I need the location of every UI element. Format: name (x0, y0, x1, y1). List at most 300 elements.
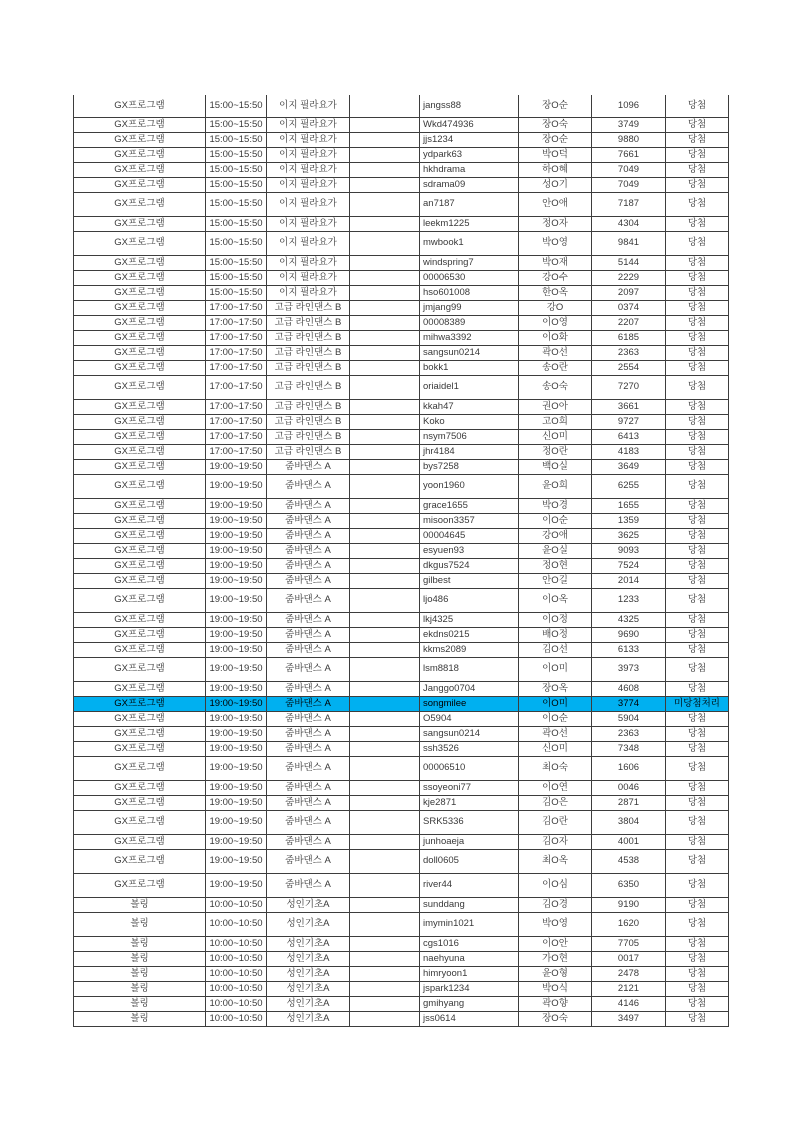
cell-class[interactable]: 줌바댄스 A (267, 873, 350, 897)
cell-class[interactable]: 줌바댄스 A (267, 834, 350, 849)
cell-time[interactable]: 19:00~19:50 (206, 474, 267, 498)
cell-number[interactable]: 6413 (592, 429, 666, 444)
cell-user-id[interactable]: jhr4184 (420, 444, 519, 459)
cell-program[interactable]: GX프로그램 (74, 95, 206, 117)
cell-name[interactable]: 김O경 (519, 897, 592, 912)
cell-class[interactable]: 이지 필라요가 (267, 147, 350, 162)
cell-number[interactable]: 0046 (592, 780, 666, 795)
cell-number[interactable]: 0017 (592, 951, 666, 966)
cell-name[interactable]: 성O기 (519, 177, 592, 192)
cell-program[interactable]: GX프로그램 (74, 558, 206, 573)
cell-number[interactable]: 1655 (592, 498, 666, 513)
cell-name[interactable]: 장O숙 (519, 1011, 592, 1026)
cell-blank[interactable] (350, 498, 420, 513)
cell-number[interactable]: 1359 (592, 513, 666, 528)
cell-number[interactable]: 7705 (592, 936, 666, 951)
cell-number[interactable]: 4538 (592, 849, 666, 873)
cell-time[interactable]: 10:00~10:50 (206, 897, 267, 912)
cell-class[interactable]: 이지 필라요가 (267, 216, 350, 231)
cell-time[interactable]: 19:00~19:50 (206, 543, 267, 558)
cell-user-id[interactable]: 00006530 (420, 270, 519, 285)
cell-blank[interactable] (350, 177, 420, 192)
cell-number[interactable]: 3774 (592, 696, 666, 711)
cell-time[interactable]: 15:00~15:50 (206, 255, 267, 270)
cell-name[interactable]: 정O란 (519, 444, 592, 459)
cell-name[interactable]: 이O안 (519, 936, 592, 951)
cell-status[interactable]: 당첨 (666, 177, 729, 192)
cell-number[interactable]: 3749 (592, 117, 666, 132)
cell-time[interactable]: 17:00~17:50 (206, 315, 267, 330)
cell-program[interactable]: GX프로그램 (74, 756, 206, 780)
cell-name[interactable]: 김O자 (519, 834, 592, 849)
cell-program[interactable]: GX프로그램 (74, 429, 206, 444)
cell-class[interactable]: 이지 필라요가 (267, 270, 350, 285)
cell-blank[interactable] (350, 612, 420, 627)
cell-time[interactable]: 19:00~19:50 (206, 810, 267, 834)
cell-program[interactable]: 볼링 (74, 936, 206, 951)
cell-program[interactable]: GX프로그램 (74, 810, 206, 834)
cell-program[interactable]: GX프로그램 (74, 834, 206, 849)
cell-class[interactable]: 성인기초A (267, 996, 350, 1011)
cell-status[interactable]: 미당첨처리 (666, 696, 729, 711)
cell-program[interactable]: 볼링 (74, 981, 206, 996)
cell-status[interactable]: 당첨 (666, 498, 729, 513)
cell-name[interactable]: 곽O향 (519, 996, 592, 1011)
cell-user-id[interactable]: junhoaeja (420, 834, 519, 849)
cell-name[interactable]: 곽O선 (519, 345, 592, 360)
cell-name[interactable]: 김O란 (519, 810, 592, 834)
cell-program[interactable]: GX프로그램 (74, 513, 206, 528)
cell-status[interactable]: 당첨 (666, 147, 729, 162)
cell-program[interactable]: GX프로그램 (74, 588, 206, 612)
cell-time[interactable]: 19:00~19:50 (206, 612, 267, 627)
cell-status[interactable]: 당첨 (666, 681, 729, 696)
cell-user-id[interactable]: hkhdrama (420, 162, 519, 177)
cell-user-id[interactable]: gmihyang (420, 996, 519, 1011)
cell-blank[interactable] (350, 216, 420, 231)
cell-program[interactable]: GX프로그램 (74, 255, 206, 270)
cell-blank[interactable] (350, 162, 420, 177)
cell-time[interactable]: 19:00~19:50 (206, 849, 267, 873)
cell-status[interactable]: 당첨 (666, 513, 729, 528)
cell-name[interactable]: 정O현 (519, 558, 592, 573)
cell-blank[interactable] (350, 270, 420, 285)
cell-time[interactable]: 19:00~19:50 (206, 558, 267, 573)
cell-status[interactable]: 당첨 (666, 231, 729, 255)
cell-blank[interactable] (350, 528, 420, 543)
cell-number[interactable]: 2363 (592, 726, 666, 741)
cell-class[interactable]: 고급 라인댄스 B (267, 360, 350, 375)
cell-number[interactable]: 7270 (592, 375, 666, 399)
cell-name[interactable]: 이O순 (519, 513, 592, 528)
cell-class[interactable]: 줌바댄스 A (267, 756, 350, 780)
cell-time[interactable]: 19:00~19:50 (206, 834, 267, 849)
cell-user-id[interactable]: bys7258 (420, 459, 519, 474)
cell-user-id[interactable]: himryoon1 (420, 966, 519, 981)
cell-number[interactable]: 1620 (592, 912, 666, 936)
cell-status[interactable]: 당첨 (666, 912, 729, 936)
cell-time[interactable]: 17:00~17:50 (206, 399, 267, 414)
cell-blank[interactable] (350, 95, 420, 117)
cell-time[interactable]: 19:00~19:50 (206, 741, 267, 756)
cell-number[interactable]: 4608 (592, 681, 666, 696)
cell-blank[interactable] (350, 966, 420, 981)
cell-user-id[interactable]: ekdns0215 (420, 627, 519, 642)
cell-status[interactable]: 당첨 (666, 330, 729, 345)
cell-status[interactable]: 당첨 (666, 162, 729, 177)
cell-name[interactable]: 이O미 (519, 696, 592, 711)
cell-time[interactable]: 17:00~17:50 (206, 330, 267, 345)
cell-status[interactable]: 당첨 (666, 849, 729, 873)
cell-status[interactable]: 당첨 (666, 936, 729, 951)
cell-number[interactable]: 6185 (592, 330, 666, 345)
cell-number[interactable]: 9727 (592, 414, 666, 429)
cell-time[interactable]: 19:00~19:50 (206, 657, 267, 681)
cell-blank[interactable] (350, 300, 420, 315)
cell-class[interactable]: 고급 라인댄스 B (267, 315, 350, 330)
cell-number[interactable]: 0374 (592, 300, 666, 315)
cell-time[interactable]: 19:00~19:50 (206, 498, 267, 513)
cell-name[interactable]: 김O선 (519, 642, 592, 657)
cell-status[interactable]: 당첨 (666, 216, 729, 231)
cell-program[interactable]: GX프로그램 (74, 528, 206, 543)
cell-number[interactable]: 3804 (592, 810, 666, 834)
cell-user-id[interactable]: lsm8818 (420, 657, 519, 681)
cell-class[interactable]: 줌바댄스 A (267, 573, 350, 588)
cell-user-id[interactable]: jss0614 (420, 1011, 519, 1026)
cell-blank[interactable] (350, 834, 420, 849)
cell-user-id[interactable]: songmilee (420, 696, 519, 711)
cell-number[interactable]: 3973 (592, 657, 666, 681)
cell-program[interactable]: GX프로그램 (74, 300, 206, 315)
cell-program[interactable]: GX프로그램 (74, 741, 206, 756)
cell-blank[interactable] (350, 726, 420, 741)
cell-class[interactable]: 고급 라인댄스 B (267, 444, 350, 459)
cell-user-id[interactable]: nsym7506 (420, 429, 519, 444)
cell-blank[interactable] (350, 657, 420, 681)
cell-number[interactable]: 4304 (592, 216, 666, 231)
cell-number[interactable]: 5144 (592, 255, 666, 270)
cell-user-id[interactable]: mwbook1 (420, 231, 519, 255)
cell-blank[interactable] (350, 696, 420, 711)
cell-program[interactable]: GX프로그램 (74, 657, 206, 681)
cell-class[interactable]: 줌바댄스 A (267, 657, 350, 681)
cell-user-id[interactable]: windspring7 (420, 255, 519, 270)
cell-user-id[interactable]: jangss88 (420, 95, 519, 117)
cell-name[interactable]: 이O영 (519, 315, 592, 330)
cell-name[interactable]: 윤O형 (519, 966, 592, 981)
cell-program[interactable]: GX프로그램 (74, 543, 206, 558)
cell-program[interactable]: GX프로그램 (74, 711, 206, 726)
cell-blank[interactable] (350, 681, 420, 696)
cell-number[interactable]: 3661 (592, 399, 666, 414)
cell-class[interactable]: 줌바댄스 A (267, 558, 350, 573)
cell-time[interactable]: 10:00~10:50 (206, 981, 267, 996)
cell-number[interactable]: 1606 (592, 756, 666, 780)
cell-class[interactable]: 줌바댄스 A (267, 528, 350, 543)
cell-blank[interactable] (350, 285, 420, 300)
cell-time[interactable]: 15:00~15:50 (206, 95, 267, 117)
cell-name[interactable]: 곽O선 (519, 726, 592, 741)
cell-name[interactable]: 고O희 (519, 414, 592, 429)
cell-blank[interactable] (350, 132, 420, 147)
cell-user-id[interactable]: imymin1021 (420, 912, 519, 936)
cell-user-id[interactable]: an7187 (420, 192, 519, 216)
cell-name[interactable]: 한O옥 (519, 285, 592, 300)
cell-name[interactable]: 장O숙 (519, 117, 592, 132)
cell-name[interactable]: 송O란 (519, 360, 592, 375)
cell-time[interactable]: 15:00~15:50 (206, 162, 267, 177)
cell-user-id[interactable]: jjs1234 (420, 132, 519, 147)
cell-blank[interactable] (350, 399, 420, 414)
cell-user-id[interactable]: kkms2089 (420, 642, 519, 657)
cell-blank[interactable] (350, 756, 420, 780)
cell-time[interactable]: 17:00~17:50 (206, 300, 267, 315)
cell-number[interactable]: 2478 (592, 966, 666, 981)
cell-number[interactable]: 9880 (592, 132, 666, 147)
cell-class[interactable]: 성인기초A (267, 981, 350, 996)
cell-status[interactable]: 당첨 (666, 834, 729, 849)
cell-blank[interactable] (350, 444, 420, 459)
cell-program[interactable]: GX프로그램 (74, 795, 206, 810)
cell-program[interactable]: GX프로그램 (74, 498, 206, 513)
cell-class[interactable]: 줌바댄스 A (267, 726, 350, 741)
cell-number[interactable]: 1233 (592, 588, 666, 612)
cell-name[interactable]: 박O경 (519, 498, 592, 513)
cell-class[interactable]: 줌바댄스 A (267, 681, 350, 696)
cell-number[interactable]: 9190 (592, 897, 666, 912)
cell-program[interactable]: GX프로그램 (74, 330, 206, 345)
cell-time[interactable]: 10:00~10:50 (206, 1011, 267, 1026)
cell-status[interactable]: 당첨 (666, 360, 729, 375)
cell-blank[interactable] (350, 474, 420, 498)
cell-number[interactable]: 9690 (592, 627, 666, 642)
cell-time[interactable]: 10:00~10:50 (206, 936, 267, 951)
cell-status[interactable]: 당첨 (666, 117, 729, 132)
cell-blank[interactable] (350, 459, 420, 474)
cell-number[interactable]: 2097 (592, 285, 666, 300)
cell-number[interactable]: 4001 (592, 834, 666, 849)
cell-program[interactable]: GX프로그램 (74, 270, 206, 285)
cell-class[interactable]: 성인기초A (267, 1011, 350, 1026)
cell-blank[interactable] (350, 558, 420, 573)
cell-number[interactable]: 7049 (592, 177, 666, 192)
cell-class[interactable]: 성인기초A (267, 912, 350, 936)
cell-blank[interactable] (350, 231, 420, 255)
cell-class[interactable]: 이지 필라요가 (267, 117, 350, 132)
cell-program[interactable]: GX프로그램 (74, 849, 206, 873)
cell-blank[interactable] (350, 627, 420, 642)
cell-user-id[interactable]: 00004645 (420, 528, 519, 543)
cell-program[interactable]: GX프로그램 (74, 162, 206, 177)
cell-user-id[interactable]: naehyuna (420, 951, 519, 966)
cell-time[interactable]: 19:00~19:50 (206, 711, 267, 726)
cell-program[interactable]: GX프로그램 (74, 681, 206, 696)
cell-time[interactable]: 17:00~17:50 (206, 375, 267, 399)
cell-number[interactable]: 2229 (592, 270, 666, 285)
cell-time[interactable]: 15:00~15:50 (206, 177, 267, 192)
cell-number[interactable]: 4325 (592, 612, 666, 627)
cell-number[interactable]: 2014 (592, 573, 666, 588)
cell-status[interactable]: 당첨 (666, 474, 729, 498)
cell-program[interactable]: GX프로그램 (74, 726, 206, 741)
cell-number[interactable]: 7049 (592, 162, 666, 177)
cell-user-id[interactable]: kkah47 (420, 399, 519, 414)
cell-class[interactable]: 이지 필라요가 (267, 255, 350, 270)
cell-user-id[interactable]: kje2871 (420, 795, 519, 810)
cell-program[interactable]: GX프로그램 (74, 147, 206, 162)
cell-status[interactable]: 당첨 (666, 192, 729, 216)
cell-program[interactable]: GX프로그램 (74, 345, 206, 360)
cell-name[interactable]: 이O화 (519, 330, 592, 345)
cell-number[interactable]: 4146 (592, 996, 666, 1011)
cell-class[interactable]: 성인기초A (267, 951, 350, 966)
cell-name[interactable]: 박O재 (519, 255, 592, 270)
cell-number[interactable]: 3497 (592, 1011, 666, 1026)
cell-program[interactable]: 볼링 (74, 966, 206, 981)
cell-program[interactable]: GX프로그램 (74, 474, 206, 498)
cell-status[interactable]: 당첨 (666, 657, 729, 681)
cell-name[interactable]: 신O미 (519, 429, 592, 444)
cell-name[interactable]: 최O숙 (519, 756, 592, 780)
cell-user-id[interactable]: 00006510 (420, 756, 519, 780)
cell-status[interactable]: 당첨 (666, 627, 729, 642)
cell-number[interactable]: 6255 (592, 474, 666, 498)
cell-blank[interactable] (350, 1011, 420, 1026)
cell-blank[interactable] (350, 642, 420, 657)
cell-status[interactable]: 당첨 (666, 399, 729, 414)
cell-user-id[interactable]: dkgus7524 (420, 558, 519, 573)
cell-number[interactable]: 9841 (592, 231, 666, 255)
cell-number[interactable]: 1096 (592, 95, 666, 117)
cell-user-id[interactable]: sdrama09 (420, 177, 519, 192)
cell-program[interactable]: GX프로그램 (74, 315, 206, 330)
cell-class[interactable]: 고급 라인댄스 B (267, 414, 350, 429)
cell-blank[interactable] (350, 192, 420, 216)
cell-class[interactable]: 줌바댄스 A (267, 810, 350, 834)
cell-number[interactable]: 4183 (592, 444, 666, 459)
cell-class[interactable]: 이지 필라요가 (267, 95, 350, 117)
cell-program[interactable]: GX프로그램 (74, 177, 206, 192)
cell-name[interactable]: 장O순 (519, 132, 592, 147)
cell-status[interactable]: 당첨 (666, 966, 729, 981)
cell-status[interactable]: 당첨 (666, 588, 729, 612)
cell-name[interactable]: 박O영 (519, 231, 592, 255)
cell-program[interactable]: GX프로그램 (74, 414, 206, 429)
cell-status[interactable]: 당첨 (666, 558, 729, 573)
cell-blank[interactable] (350, 330, 420, 345)
cell-user-id[interactable]: ssh3526 (420, 741, 519, 756)
cell-blank[interactable] (350, 711, 420, 726)
cell-user-id[interactable]: sangsun0214 (420, 726, 519, 741)
cell-user-id[interactable]: jmjang99 (420, 300, 519, 315)
cell-status[interactable]: 당첨 (666, 756, 729, 780)
cell-class[interactable]: 이지 필라요가 (267, 132, 350, 147)
cell-user-id[interactable]: SRK5336 (420, 810, 519, 834)
cell-number[interactable]: 6133 (592, 642, 666, 657)
cell-user-id[interactable]: ssoyeoni77 (420, 780, 519, 795)
cell-time[interactable]: 19:00~19:50 (206, 573, 267, 588)
cell-time[interactable]: 17:00~17:50 (206, 444, 267, 459)
cell-program[interactable]: 볼링 (74, 912, 206, 936)
cell-program[interactable]: GX프로그램 (74, 627, 206, 642)
cell-name[interactable]: 박O식 (519, 981, 592, 996)
cell-name[interactable]: 이O미 (519, 657, 592, 681)
cell-user-id[interactable]: ydpark63 (420, 147, 519, 162)
cell-name[interactable]: 이O연 (519, 780, 592, 795)
cell-class[interactable]: 줌바댄스 A (267, 612, 350, 627)
cell-program[interactable]: GX프로그램 (74, 444, 206, 459)
cell-name[interactable]: 안O길 (519, 573, 592, 588)
cell-program[interactable]: 볼링 (74, 951, 206, 966)
cell-program[interactable]: 볼링 (74, 996, 206, 1011)
cell-blank[interactable] (350, 936, 420, 951)
cell-time[interactable]: 17:00~17:50 (206, 414, 267, 429)
cell-time[interactable]: 19:00~19:50 (206, 873, 267, 897)
cell-status[interactable]: 당첨 (666, 543, 729, 558)
cell-program[interactable]: GX프로그램 (74, 375, 206, 399)
cell-time[interactable]: 19:00~19:50 (206, 588, 267, 612)
cell-blank[interactable] (350, 360, 420, 375)
cell-status[interactable]: 당첨 (666, 726, 729, 741)
cell-status[interactable]: 당첨 (666, 300, 729, 315)
cell-program[interactable]: GX프로그램 (74, 399, 206, 414)
cell-status[interactable]: 당첨 (666, 873, 729, 897)
cell-time[interactable]: 19:00~19:50 (206, 681, 267, 696)
cell-blank[interactable] (350, 255, 420, 270)
cell-program[interactable]: GX프로그램 (74, 216, 206, 231)
cell-status[interactable]: 당첨 (666, 444, 729, 459)
cell-program[interactable]: GX프로그램 (74, 231, 206, 255)
cell-class[interactable]: 줌바댄스 A (267, 498, 350, 513)
cell-class[interactable]: 줌바댄스 A (267, 459, 350, 474)
cell-time[interactable]: 15:00~15:50 (206, 117, 267, 132)
cell-class[interactable]: 성인기초A (267, 897, 350, 912)
cell-time[interactable]: 19:00~19:50 (206, 513, 267, 528)
cell-blank[interactable] (350, 588, 420, 612)
cell-status[interactable]: 당첨 (666, 285, 729, 300)
cell-number[interactable]: 2121 (592, 981, 666, 996)
cell-name[interactable]: 정O자 (519, 216, 592, 231)
cell-name[interactable]: 신O미 (519, 741, 592, 756)
cell-time[interactable]: 10:00~10:50 (206, 951, 267, 966)
cell-time[interactable]: 19:00~19:50 (206, 780, 267, 795)
cell-name[interactable]: 김O은 (519, 795, 592, 810)
cell-class[interactable]: 고급 라인댄스 B (267, 429, 350, 444)
cell-program[interactable]: GX프로그램 (74, 285, 206, 300)
cell-status[interactable]: 당첨 (666, 981, 729, 996)
cell-time[interactable]: 15:00~15:50 (206, 132, 267, 147)
cell-user-id[interactable]: Janggo0704 (420, 681, 519, 696)
cell-class[interactable]: 줌바댄스 A (267, 474, 350, 498)
cell-time[interactable]: 19:00~19:50 (206, 696, 267, 711)
cell-program[interactable]: GX프로그램 (74, 117, 206, 132)
cell-program[interactable]: 볼링 (74, 897, 206, 912)
cell-class[interactable]: 줌바댄스 A (267, 513, 350, 528)
cell-number[interactable]: 3649 (592, 459, 666, 474)
cell-time[interactable]: 19:00~19:50 (206, 795, 267, 810)
cell-time[interactable]: 15:00~15:50 (206, 285, 267, 300)
cell-program[interactable]: GX프로그램 (74, 612, 206, 627)
cell-name[interactable]: 강O애 (519, 528, 592, 543)
cell-time[interactable]: 15:00~15:50 (206, 192, 267, 216)
cell-time[interactable]: 10:00~10:50 (206, 912, 267, 936)
cell-status[interactable]: 당첨 (666, 612, 729, 627)
cell-status[interactable]: 당첨 (666, 375, 729, 399)
cell-user-id[interactable]: misoon3357 (420, 513, 519, 528)
cell-name[interactable]: 안O애 (519, 192, 592, 216)
cell-user-id[interactable]: 00008389 (420, 315, 519, 330)
